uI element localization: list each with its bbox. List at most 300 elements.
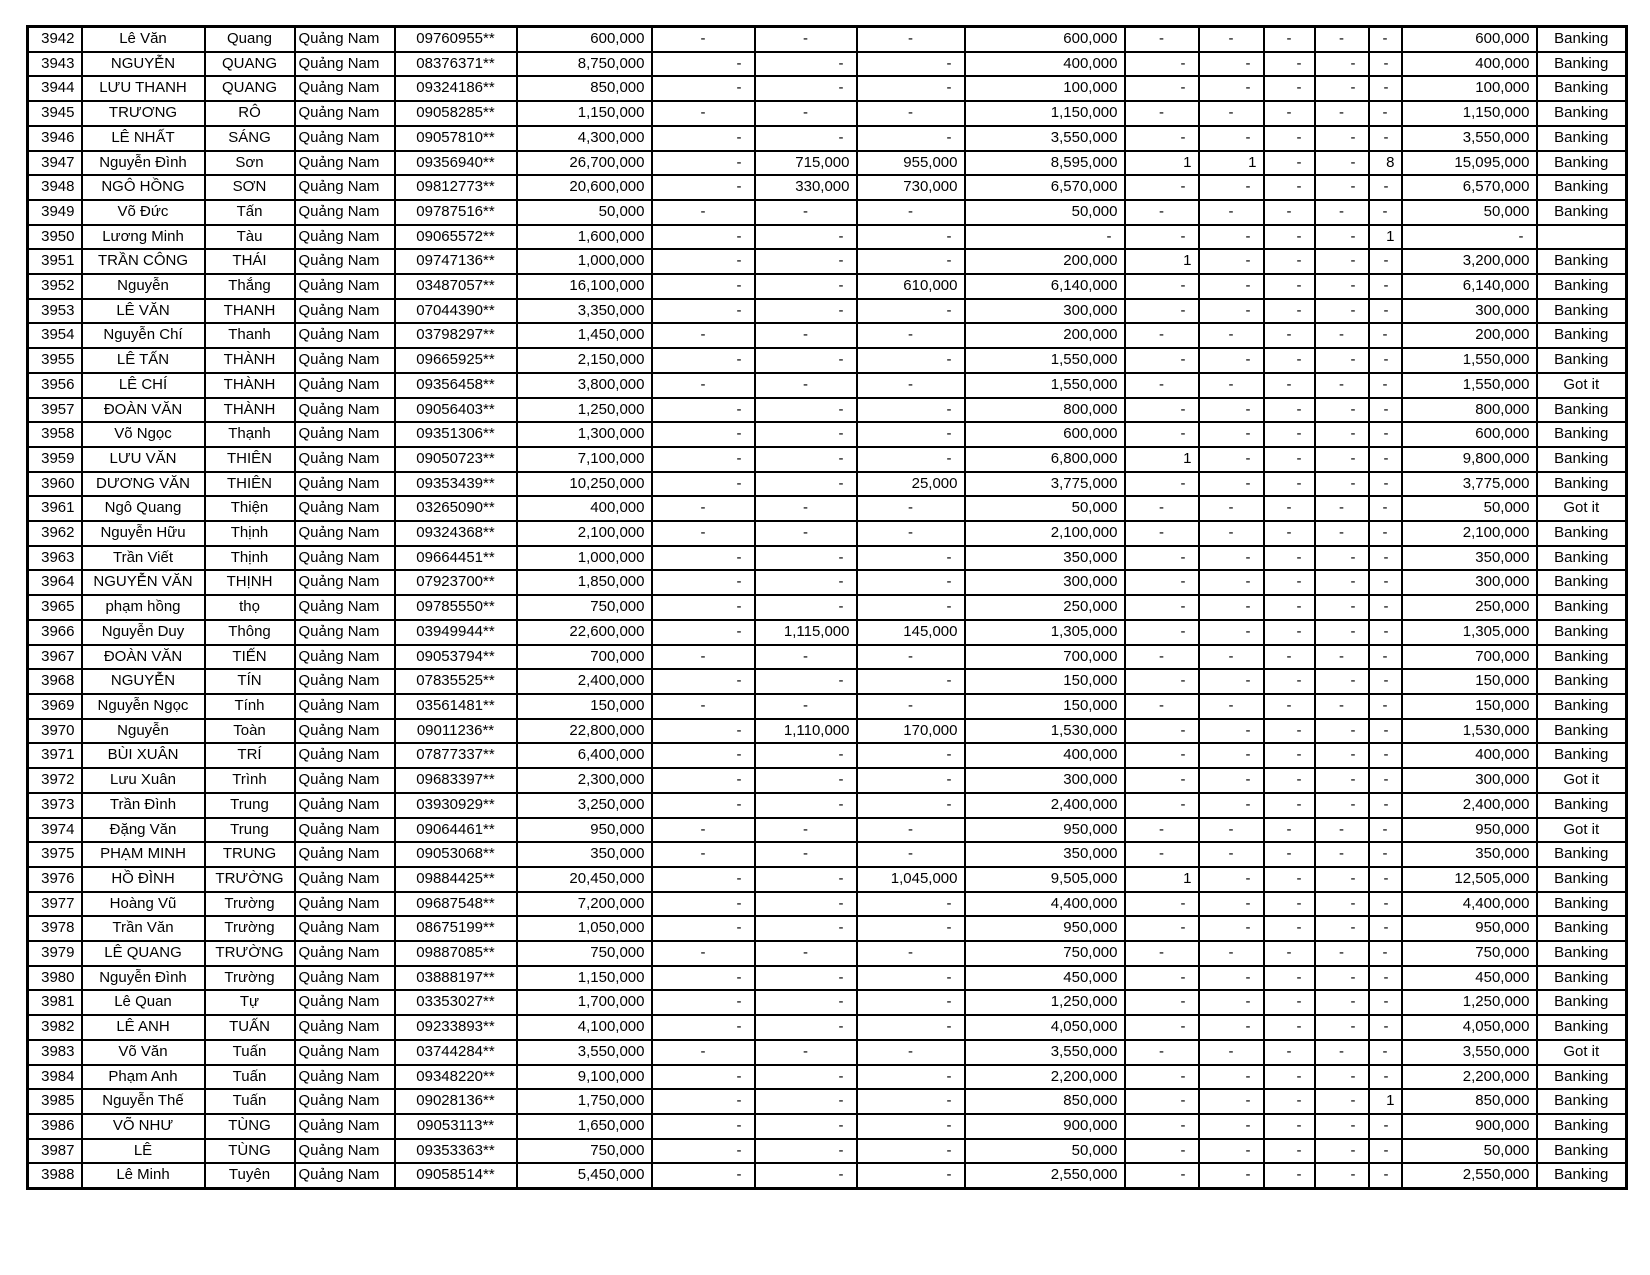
cell-last-name[interactable]: Thịnh: [205, 546, 295, 571]
cell-count-2[interactable]: -: [1199, 299, 1264, 324]
cell-count-4[interactable]: -: [1315, 669, 1369, 694]
cell-amount-a[interactable]: -: [652, 101, 755, 126]
cell-amount-a[interactable]: -: [652, 793, 755, 818]
cell-first-name[interactable]: Nguyễn Đình: [82, 966, 205, 991]
cell-count-4[interactable]: -: [1315, 373, 1369, 398]
cell-count-5[interactable]: -: [1369, 348, 1402, 373]
cell-first-name[interactable]: PHẠM MINH: [82, 842, 205, 867]
cell-first-name[interactable]: Lê Quan: [82, 990, 205, 1015]
cell-province[interactable]: Quảng Nam: [295, 175, 395, 200]
cell-count-2[interactable]: -: [1199, 793, 1264, 818]
cell-first-name[interactable]: LÊ ANH: [82, 1015, 205, 1040]
cell-phone[interactable]: 03949944**: [395, 620, 517, 645]
cell-first-name[interactable]: Trần Văn: [82, 916, 205, 941]
cell-count-5[interactable]: -: [1369, 669, 1402, 694]
cell-count-4[interactable]: -: [1315, 175, 1369, 200]
cell-amount-total[interactable]: 1,250,000: [1402, 990, 1537, 1015]
cell-count-4[interactable]: -: [1315, 645, 1369, 670]
cell-count-5[interactable]: -: [1369, 842, 1402, 867]
cell-amount-main[interactable]: 4,100,000: [517, 1015, 652, 1040]
cell-amount-b[interactable]: -: [755, 818, 857, 843]
cell-first-name[interactable]: LÊ TẤN: [82, 348, 205, 373]
cell-last-name[interactable]: TRƯỜNG: [205, 941, 295, 966]
cell-count-4[interactable]: -: [1315, 274, 1369, 299]
cell-first-name[interactable]: LÊ: [82, 1139, 205, 1164]
cell-amount-due[interactable]: 850,000: [965, 1089, 1125, 1114]
cell-count-2[interactable]: -: [1199, 892, 1264, 917]
cell-count-1[interactable]: -: [1125, 422, 1199, 447]
cell-count-5[interactable]: -: [1369, 990, 1402, 1015]
cell-amount-c[interactable]: -: [857, 521, 965, 546]
cell-phone[interactable]: 09050723**: [395, 447, 517, 472]
cell-amount-c[interactable]: -: [857, 76, 965, 101]
cell-amount-b[interactable]: -: [755, 595, 857, 620]
cell-status[interactable]: Banking: [1537, 669, 1627, 694]
cell-count-1[interactable]: -: [1125, 570, 1199, 595]
cell-amount-due[interactable]: 1,530,000: [965, 719, 1125, 744]
cell-amount-b[interactable]: 1,110,000: [755, 719, 857, 744]
cell-amount-due[interactable]: 6,800,000: [965, 447, 1125, 472]
cell-last-name[interactable]: TRƯỜNG: [205, 867, 295, 892]
cell-amount-total[interactable]: 6,570,000: [1402, 175, 1537, 200]
cell-first-name[interactable]: Trần Viết: [82, 546, 205, 571]
cell-phone[interactable]: 09058514**: [395, 1163, 517, 1188]
cell-amount-a[interactable]: -: [652, 1040, 755, 1065]
cell-last-name[interactable]: THIÊN: [205, 447, 295, 472]
cell-province[interactable]: Quảng Nam: [295, 1015, 395, 1040]
cell-count-4[interactable]: -: [1315, 472, 1369, 497]
cell-id[interactable]: 3950: [28, 225, 82, 250]
cell-amount-due[interactable]: 600,000: [965, 27, 1125, 52]
cell-amount-due[interactable]: 2,100,000: [965, 521, 1125, 546]
cell-amount-a[interactable]: -: [652, 546, 755, 571]
cell-phone[interactable]: 09065572**: [395, 225, 517, 250]
cell-province[interactable]: Quảng Nam: [295, 1065, 395, 1090]
cell-last-name[interactable]: THÀNH: [205, 398, 295, 423]
cell-phone[interactable]: 09785550**: [395, 595, 517, 620]
cell-count-5[interactable]: -: [1369, 645, 1402, 670]
cell-count-5[interactable]: -: [1369, 200, 1402, 225]
cell-count-3[interactable]: -: [1264, 299, 1315, 324]
cell-count-4[interactable]: -: [1315, 966, 1369, 991]
cell-amount-total[interactable]: 100,000: [1402, 76, 1537, 101]
cell-status[interactable]: Banking: [1537, 1114, 1627, 1139]
cell-count-5[interactable]: 8: [1369, 151, 1402, 176]
cell-count-3[interactable]: -: [1264, 1114, 1315, 1139]
cell-amount-b[interactable]: -: [755, 645, 857, 670]
cell-count-5[interactable]: -: [1369, 1065, 1402, 1090]
cell-id[interactable]: 3973: [28, 793, 82, 818]
cell-status[interactable]: Banking: [1537, 27, 1627, 52]
cell-amount-b[interactable]: -: [755, 348, 857, 373]
cell-province[interactable]: Quảng Nam: [295, 719, 395, 744]
cell-last-name[interactable]: TÙNG: [205, 1114, 295, 1139]
cell-phone[interactable]: 09353439**: [395, 472, 517, 497]
cell-amount-main[interactable]: 1,450,000: [517, 323, 652, 348]
cell-amount-due[interactable]: 4,050,000: [965, 1015, 1125, 1040]
cell-count-4[interactable]: -: [1315, 1065, 1369, 1090]
cell-last-name[interactable]: Tấn: [205, 200, 295, 225]
cell-province[interactable]: Quảng Nam: [295, 200, 395, 225]
cell-count-3[interactable]: -: [1264, 126, 1315, 151]
cell-status[interactable]: Banking: [1537, 1015, 1627, 1040]
cell-count-1[interactable]: -: [1125, 1089, 1199, 1114]
cell-amount-total[interactable]: 850,000: [1402, 1089, 1537, 1114]
cell-amount-c[interactable]: -: [857, 1163, 965, 1188]
cell-count-4[interactable]: -: [1315, 892, 1369, 917]
cell-last-name[interactable]: Thanh: [205, 323, 295, 348]
cell-count-1[interactable]: -: [1125, 27, 1199, 52]
cell-count-5[interactable]: -: [1369, 52, 1402, 77]
cell-last-name[interactable]: Trường: [205, 916, 295, 941]
cell-phone[interactable]: 09064461**: [395, 818, 517, 843]
cell-last-name[interactable]: Thông: [205, 620, 295, 645]
cell-amount-a[interactable]: -: [652, 719, 755, 744]
cell-amount-a[interactable]: -: [652, 892, 755, 917]
cell-amount-a[interactable]: -: [652, 1114, 755, 1139]
cell-amount-c[interactable]: -: [857, 496, 965, 521]
cell-count-5[interactable]: -: [1369, 620, 1402, 645]
cell-status[interactable]: Banking: [1537, 348, 1627, 373]
cell-amount-a[interactable]: -: [652, 966, 755, 991]
cell-first-name[interactable]: Ngô Quang: [82, 496, 205, 521]
cell-amount-due[interactable]: 450,000: [965, 966, 1125, 991]
cell-last-name[interactable]: TUẤN: [205, 1015, 295, 1040]
cell-count-3[interactable]: -: [1264, 818, 1315, 843]
cell-phone[interactable]: 09053113**: [395, 1114, 517, 1139]
cell-last-name[interactable]: Sơn: [205, 151, 295, 176]
cell-count-3[interactable]: -: [1264, 719, 1315, 744]
cell-count-3[interactable]: -: [1264, 620, 1315, 645]
cell-amount-due[interactable]: 1,550,000: [965, 373, 1125, 398]
cell-last-name[interactable]: Trình: [205, 768, 295, 793]
cell-amount-due[interactable]: 3,550,000: [965, 126, 1125, 151]
cell-last-name[interactable]: SÁNG: [205, 126, 295, 151]
cell-count-1[interactable]: -: [1125, 1040, 1199, 1065]
cell-count-1[interactable]: -: [1125, 1114, 1199, 1139]
cell-province[interactable]: Quảng Nam: [295, 867, 395, 892]
cell-amount-a[interactable]: -: [652, 694, 755, 719]
cell-status[interactable]: Banking: [1537, 398, 1627, 423]
cell-amount-total[interactable]: 350,000: [1402, 842, 1537, 867]
cell-count-3[interactable]: -: [1264, 1163, 1315, 1188]
cell-count-2[interactable]: -: [1199, 743, 1264, 768]
cell-amount-c[interactable]: -: [857, 645, 965, 670]
cell-amount-main[interactable]: 9,100,000: [517, 1065, 652, 1090]
cell-count-3[interactable]: -: [1264, 990, 1315, 1015]
cell-amount-due[interactable]: 2,400,000: [965, 793, 1125, 818]
cell-amount-a[interactable]: -: [652, 669, 755, 694]
cell-count-2[interactable]: -: [1199, 867, 1264, 892]
cell-phone[interactable]: 09348220**: [395, 1065, 517, 1090]
cell-count-2[interactable]: -: [1199, 990, 1264, 1015]
cell-count-1[interactable]: -: [1125, 669, 1199, 694]
cell-count-1[interactable]: -: [1125, 274, 1199, 299]
cell-status[interactable]: Banking: [1537, 175, 1627, 200]
cell-count-4[interactable]: -: [1315, 151, 1369, 176]
cell-amount-c[interactable]: -: [857, 1065, 965, 1090]
cell-amount-a[interactable]: -: [652, 1163, 755, 1188]
cell-count-2[interactable]: -: [1199, 52, 1264, 77]
cell-province[interactable]: Quảng Nam: [295, 1040, 395, 1065]
cell-phone[interactable]: 07835525**: [395, 669, 517, 694]
cell-first-name[interactable]: LÊ VĂN: [82, 299, 205, 324]
cell-count-5[interactable]: -: [1369, 941, 1402, 966]
cell-id[interactable]: 3981: [28, 990, 82, 1015]
cell-count-4[interactable]: -: [1315, 200, 1369, 225]
cell-count-5[interactable]: -: [1369, 126, 1402, 151]
cell-phone[interactable]: 03353027**: [395, 990, 517, 1015]
cell-phone[interactable]: 09665925**: [395, 348, 517, 373]
cell-amount-due[interactable]: 600,000: [965, 422, 1125, 447]
cell-amount-c[interactable]: 730,000: [857, 175, 965, 200]
cell-count-3[interactable]: -: [1264, 373, 1315, 398]
cell-amount-c[interactable]: -: [857, 1089, 965, 1114]
cell-amount-main[interactable]: 2,400,000: [517, 669, 652, 694]
cell-count-5[interactable]: -: [1369, 175, 1402, 200]
cell-count-5[interactable]: -: [1369, 323, 1402, 348]
cell-count-2[interactable]: -: [1199, 694, 1264, 719]
cell-amount-due[interactable]: 2,550,000: [965, 1163, 1125, 1188]
cell-amount-main[interactable]: 3,800,000: [517, 373, 652, 398]
cell-count-2[interactable]: -: [1199, 496, 1264, 521]
cell-count-1[interactable]: -: [1125, 620, 1199, 645]
cell-last-name[interactable]: Tuyên: [205, 1163, 295, 1188]
cell-amount-main[interactable]: 150,000: [517, 694, 652, 719]
cell-id[interactable]: 3953: [28, 299, 82, 324]
cell-phone[interactable]: 08376371**: [395, 52, 517, 77]
cell-amount-a[interactable]: -: [652, 1065, 755, 1090]
cell-count-2[interactable]: -: [1199, 126, 1264, 151]
cell-amount-c[interactable]: -: [857, 768, 965, 793]
cell-count-4[interactable]: -: [1315, 496, 1369, 521]
cell-count-4[interactable]: -: [1315, 101, 1369, 126]
cell-count-1[interactable]: 1: [1125, 249, 1199, 274]
cell-amount-total[interactable]: 900,000: [1402, 1114, 1537, 1139]
cell-amount-due[interactable]: 700,000: [965, 645, 1125, 670]
cell-amount-a[interactable]: -: [652, 990, 755, 1015]
cell-amount-due[interactable]: 50,000: [965, 496, 1125, 521]
cell-amount-main[interactable]: 750,000: [517, 941, 652, 966]
cell-province[interactable]: Quảng Nam: [295, 472, 395, 497]
cell-count-5[interactable]: -: [1369, 743, 1402, 768]
cell-count-4[interactable]: -: [1315, 546, 1369, 571]
cell-count-1[interactable]: -: [1125, 348, 1199, 373]
cell-amount-c[interactable]: -: [857, 323, 965, 348]
cell-count-3[interactable]: -: [1264, 546, 1315, 571]
cell-amount-total[interactable]: 400,000: [1402, 743, 1537, 768]
cell-amount-c[interactable]: -: [857, 1114, 965, 1139]
cell-count-2[interactable]: -: [1199, 175, 1264, 200]
cell-count-1[interactable]: -: [1125, 818, 1199, 843]
cell-amount-b[interactable]: -: [755, 447, 857, 472]
cell-amount-main[interactable]: 1,150,000: [517, 966, 652, 991]
cell-count-1[interactable]: -: [1125, 496, 1199, 521]
cell-count-4[interactable]: -: [1315, 249, 1369, 274]
cell-count-1[interactable]: -: [1125, 842, 1199, 867]
cell-count-4[interactable]: -: [1315, 447, 1369, 472]
cell-amount-b[interactable]: -: [755, 768, 857, 793]
cell-count-2[interactable]: -: [1199, 398, 1264, 423]
cell-count-5[interactable]: -: [1369, 249, 1402, 274]
cell-amount-due[interactable]: 6,570,000: [965, 175, 1125, 200]
cell-amount-due[interactable]: 100,000: [965, 76, 1125, 101]
cell-amount-due[interactable]: 950,000: [965, 916, 1125, 941]
cell-first-name[interactable]: ĐOÀN VĂN: [82, 398, 205, 423]
cell-amount-due[interactable]: 2,200,000: [965, 1065, 1125, 1090]
cell-amount-c[interactable]: -: [857, 398, 965, 423]
cell-amount-b[interactable]: -: [755, 398, 857, 423]
cell-id[interactable]: 3970: [28, 719, 82, 744]
cell-count-4[interactable]: -: [1315, 422, 1369, 447]
cell-phone[interactable]: 09053794**: [395, 645, 517, 670]
cell-phone[interactable]: 03798297**: [395, 323, 517, 348]
cell-count-5[interactable]: -: [1369, 570, 1402, 595]
cell-amount-due[interactable]: 300,000: [965, 768, 1125, 793]
cell-province[interactable]: Quảng Nam: [295, 694, 395, 719]
cell-count-4[interactable]: -: [1315, 1163, 1369, 1188]
cell-count-3[interactable]: -: [1264, 570, 1315, 595]
cell-status[interactable]: Banking: [1537, 274, 1627, 299]
cell-status[interactable]: Banking: [1537, 299, 1627, 324]
cell-count-2[interactable]: -: [1199, 225, 1264, 250]
cell-count-5[interactable]: -: [1369, 892, 1402, 917]
cell-amount-c[interactable]: -: [857, 1040, 965, 1065]
cell-first-name[interactable]: VÕ NHƯ: [82, 1114, 205, 1139]
cell-amount-c[interactable]: -: [857, 447, 965, 472]
cell-count-4[interactable]: -: [1315, 52, 1369, 77]
cell-id[interactable]: 3963: [28, 546, 82, 571]
cell-amount-c[interactable]: -: [857, 966, 965, 991]
cell-amount-b[interactable]: -: [755, 200, 857, 225]
cell-status[interactable]: Banking: [1537, 966, 1627, 991]
cell-last-name[interactable]: TÍN: [205, 669, 295, 694]
cell-amount-main[interactable]: 1,150,000: [517, 101, 652, 126]
cell-count-1[interactable]: -: [1125, 299, 1199, 324]
cell-id[interactable]: 3945: [28, 101, 82, 126]
cell-amount-main[interactable]: 850,000: [517, 76, 652, 101]
cell-phone[interactable]: 08675199**: [395, 916, 517, 941]
cell-count-4[interactable]: -: [1315, 299, 1369, 324]
cell-first-name[interactable]: TRƯƠNG: [82, 101, 205, 126]
cell-amount-b[interactable]: -: [755, 225, 857, 250]
cell-amount-total[interactable]: 950,000: [1402, 916, 1537, 941]
cell-amount-c[interactable]: 1,045,000: [857, 867, 965, 892]
cell-count-5[interactable]: -: [1369, 916, 1402, 941]
cell-amount-b[interactable]: 1,115,000: [755, 620, 857, 645]
cell-province[interactable]: Quảng Nam: [295, 1089, 395, 1114]
cell-amount-main[interactable]: 7,200,000: [517, 892, 652, 917]
cell-status[interactable]: Banking: [1537, 990, 1627, 1015]
cell-first-name[interactable]: Nguyễn Hữu: [82, 521, 205, 546]
cell-count-1[interactable]: -: [1125, 892, 1199, 917]
cell-count-5[interactable]: -: [1369, 793, 1402, 818]
cell-count-5[interactable]: -: [1369, 595, 1402, 620]
cell-last-name[interactable]: Trung: [205, 818, 295, 843]
cell-amount-c[interactable]: -: [857, 546, 965, 571]
cell-count-4[interactable]: -: [1315, 323, 1369, 348]
cell-amount-main[interactable]: 3,550,000: [517, 1040, 652, 1065]
cell-amount-c[interactable]: -: [857, 892, 965, 917]
cell-count-5[interactable]: -: [1369, 422, 1402, 447]
cell-count-4[interactable]: -: [1315, 1015, 1369, 1040]
cell-status[interactable]: Banking: [1537, 546, 1627, 571]
cell-first-name[interactable]: LƯU THANH: [82, 76, 205, 101]
cell-amount-b[interactable]: -: [755, 793, 857, 818]
cell-amount-due[interactable]: 400,000: [965, 743, 1125, 768]
cell-province[interactable]: Quảng Nam: [295, 151, 395, 176]
cell-first-name[interactable]: Hoàng Vũ: [82, 892, 205, 917]
cell-phone[interactable]: 09028136**: [395, 1089, 517, 1114]
cell-count-2[interactable]: -: [1199, 1065, 1264, 1090]
cell-amount-main[interactable]: 7,100,000: [517, 447, 652, 472]
cell-amount-due[interactable]: 50,000: [965, 1139, 1125, 1164]
cell-id[interactable]: 3949: [28, 200, 82, 225]
cell-amount-a[interactable]: -: [652, 472, 755, 497]
cell-amount-a[interactable]: -: [652, 398, 755, 423]
cell-count-3[interactable]: -: [1264, 941, 1315, 966]
cell-amount-main[interactable]: 750,000: [517, 595, 652, 620]
cell-id[interactable]: 3948: [28, 175, 82, 200]
cell-last-name[interactable]: TRUNG: [205, 842, 295, 867]
cell-amount-c[interactable]: -: [857, 1015, 965, 1040]
cell-phone[interactable]: 09747136**: [395, 249, 517, 274]
cell-last-name[interactable]: TIẾN: [205, 645, 295, 670]
cell-amount-main[interactable]: 1,000,000: [517, 546, 652, 571]
cell-id[interactable]: 3968: [28, 669, 82, 694]
cell-id[interactable]: 3959: [28, 447, 82, 472]
cell-amount-main[interactable]: 4,300,000: [517, 126, 652, 151]
cell-count-5[interactable]: -: [1369, 472, 1402, 497]
cell-count-3[interactable]: -: [1264, 151, 1315, 176]
cell-count-5[interactable]: -: [1369, 818, 1402, 843]
cell-status[interactable]: Banking: [1537, 249, 1627, 274]
cell-amount-a[interactable]: -: [652, 1089, 755, 1114]
cell-count-2[interactable]: -: [1199, 249, 1264, 274]
cell-count-3[interactable]: -: [1264, 694, 1315, 719]
cell-amount-total[interactable]: 350,000: [1402, 546, 1537, 571]
cell-amount-b[interactable]: 715,000: [755, 151, 857, 176]
cell-amount-total[interactable]: 200,000: [1402, 323, 1537, 348]
cell-amount-a[interactable]: -: [652, 299, 755, 324]
cell-amount-due[interactable]: 1,550,000: [965, 348, 1125, 373]
cell-province[interactable]: Quảng Nam: [295, 892, 395, 917]
cell-count-4[interactable]: -: [1315, 1139, 1369, 1164]
cell-count-5[interactable]: -: [1369, 719, 1402, 744]
cell-count-5[interactable]: -: [1369, 1114, 1402, 1139]
cell-province[interactable]: Quảng Nam: [295, 225, 395, 250]
cell-amount-total[interactable]: 450,000: [1402, 966, 1537, 991]
cell-count-1[interactable]: -: [1125, 126, 1199, 151]
cell-first-name[interactable]: BÙI XUÂN: [82, 743, 205, 768]
cell-status[interactable]: Banking: [1537, 793, 1627, 818]
cell-phone[interactable]: 09760955**: [395, 27, 517, 52]
cell-first-name[interactable]: Nguyễn: [82, 274, 205, 299]
cell-phone[interactable]: 09787516**: [395, 200, 517, 225]
cell-status[interactable]: Banking: [1537, 1089, 1627, 1114]
cell-amount-b[interactable]: -: [755, 1114, 857, 1139]
cell-province[interactable]: Quảng Nam: [295, 76, 395, 101]
cell-count-2[interactable]: -: [1199, 200, 1264, 225]
cell-amount-main[interactable]: 1,600,000: [517, 225, 652, 250]
cell-first-name[interactable]: LÊ NHẤT: [82, 126, 205, 151]
cell-amount-main[interactable]: 600,000: [517, 27, 652, 52]
cell-amount-b[interactable]: -: [755, 52, 857, 77]
cell-amount-b[interactable]: -: [755, 570, 857, 595]
cell-amount-total[interactable]: 2,100,000: [1402, 521, 1537, 546]
cell-count-1[interactable]: -: [1125, 793, 1199, 818]
cell-count-1[interactable]: -: [1125, 990, 1199, 1015]
